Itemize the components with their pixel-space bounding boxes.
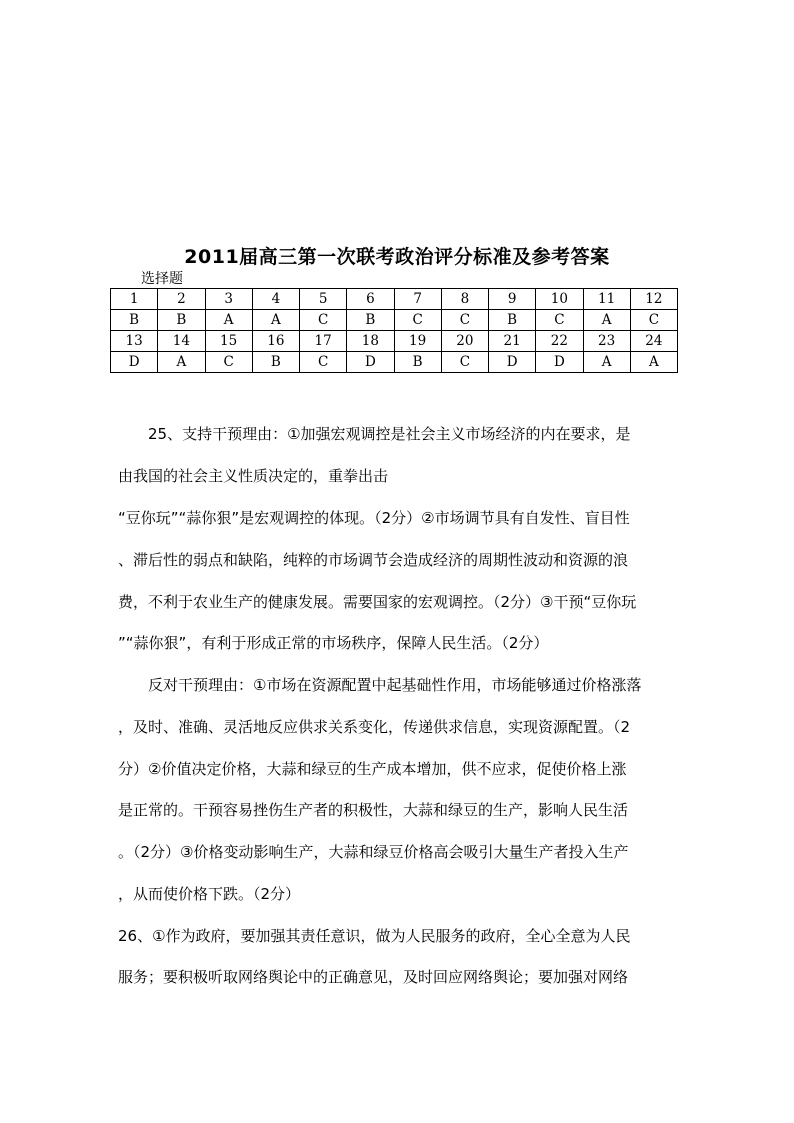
table-cell: 12 bbox=[630, 289, 677, 310]
answer-text-line: 由我国的社会主义性质决定的，重拳出击 bbox=[118, 467, 389, 485]
table-cell: 4 bbox=[252, 289, 299, 310]
table-cell: 13 bbox=[111, 331, 158, 352]
table-cell: 5 bbox=[300, 289, 347, 310]
table-cell: 15 bbox=[205, 331, 252, 352]
table-cell: B bbox=[347, 310, 394, 331]
table-row bbox=[111, 289, 678, 310]
table-cell: 6 bbox=[347, 289, 394, 310]
answer-text-line: 服务；要积极听取网络舆论中的正确意见，及时回应网络舆论；要加强对网络 bbox=[118, 968, 629, 986]
table-cell: C bbox=[394, 310, 441, 331]
table-cell: 11 bbox=[583, 289, 630, 310]
table-cell: D bbox=[536, 352, 583, 373]
answer-text-line: 26、①作为政府，要加强其责任意识，做为人民服务的政府，全心全意为人民 bbox=[118, 927, 631, 945]
table-row bbox=[111, 331, 678, 352]
table-cell: C bbox=[300, 352, 347, 373]
table-cell: B bbox=[158, 310, 205, 331]
table-cell: D bbox=[111, 352, 158, 373]
table-row bbox=[111, 310, 678, 331]
table-cell: B bbox=[489, 310, 536, 331]
table-cell: 17 bbox=[300, 331, 347, 352]
table-cell: B bbox=[394, 352, 441, 373]
table-cell: 19 bbox=[394, 331, 441, 352]
table-cell: A bbox=[158, 352, 205, 373]
answer-key-table bbox=[110, 288, 678, 373]
table-cell: A bbox=[583, 352, 630, 373]
table-cell: C bbox=[441, 310, 488, 331]
table-cell: B bbox=[252, 352, 299, 373]
table-cell: 24 bbox=[630, 331, 677, 352]
table-cell: A bbox=[252, 310, 299, 331]
table-cell: C bbox=[536, 310, 583, 331]
table-cell: C bbox=[300, 310, 347, 331]
table-cell: C bbox=[630, 310, 677, 331]
table-cell: D bbox=[489, 352, 536, 373]
answer-text-line: ，及时、准确、灵活地反应供求关系变化，传递供求信息，实现资源配置。（2 bbox=[118, 718, 631, 736]
table-cell: 7 bbox=[394, 289, 441, 310]
answer-text-line: ”“蒜你狠”，有利于形成正常的市场秩序，保障人民生活。（2分） bbox=[118, 634, 549, 652]
answer-text-line: 是正常的。干预容易挫伤生产者的积极性，大蒜和绿豆的生产，影响人民生活 bbox=[118, 801, 629, 819]
table-cell: 10 bbox=[536, 289, 583, 310]
table-cell: 8 bbox=[441, 289, 488, 310]
answer-text-line: 费，不利于农业生产的健康发展。需要国家的宏观调控。（2分）③干预“豆你玩 bbox=[118, 593, 637, 611]
table-cell: 21 bbox=[489, 331, 536, 352]
answer-text-line: 、滞后性的弱点和缺陷，纯粹的市场调节会造成经济的周期性波动和资源的浪 bbox=[118, 551, 629, 569]
table-cell: 18 bbox=[347, 331, 394, 352]
table-cell: A bbox=[583, 310, 630, 331]
table-cell: C bbox=[205, 352, 252, 373]
table-cell: A bbox=[205, 310, 252, 331]
table-cell: 1 bbox=[111, 289, 158, 310]
table-cell: 22 bbox=[536, 331, 583, 352]
table-cell: 14 bbox=[158, 331, 205, 352]
table-cell: 3 bbox=[205, 289, 252, 310]
table-row bbox=[111, 352, 678, 373]
table-cell: C bbox=[441, 352, 488, 373]
answer-text-line: “豆你玩”“蒜你狠”是宏观调控的体现。（2分）②市场调节具有自发性、盲目性 bbox=[118, 509, 630, 527]
table-cell: 20 bbox=[441, 331, 488, 352]
table-cell: A bbox=[630, 352, 677, 373]
answer-text-line: 25、支持干预理由：①加强宏观调控是社会主义市场经济的内在要求，是 bbox=[118, 425, 631, 443]
answer-text-line: 。（2分）③价格变动影响生产，大蒜和绿豆价格高会吸引大量生产者投入生产 bbox=[118, 843, 629, 861]
table-cell: 16 bbox=[252, 331, 299, 352]
section-label-multiple-choice: 选择题 bbox=[141, 271, 183, 287]
table-cell: 2 bbox=[158, 289, 205, 310]
answer-text-line: 分）②价值决定价格，大蒜和绿豆的生产成本增加，供不应求，促使价格上涨 bbox=[118, 760, 627, 778]
answer-text-line: 反对干预理由：①市场在资源配置中起基础性作用，市场能够通过价格涨落 bbox=[118, 676, 642, 694]
table-cell: 9 bbox=[489, 289, 536, 310]
answer-text-line: ，从而使价格下跌。（2分） bbox=[118, 885, 301, 903]
document-title: 2011届高三第一次联考政治评分标准及参考答案 bbox=[184, 246, 610, 268]
table-cell: D bbox=[347, 352, 394, 373]
table-cell: 23 bbox=[583, 331, 630, 352]
table-cell: B bbox=[111, 310, 158, 331]
